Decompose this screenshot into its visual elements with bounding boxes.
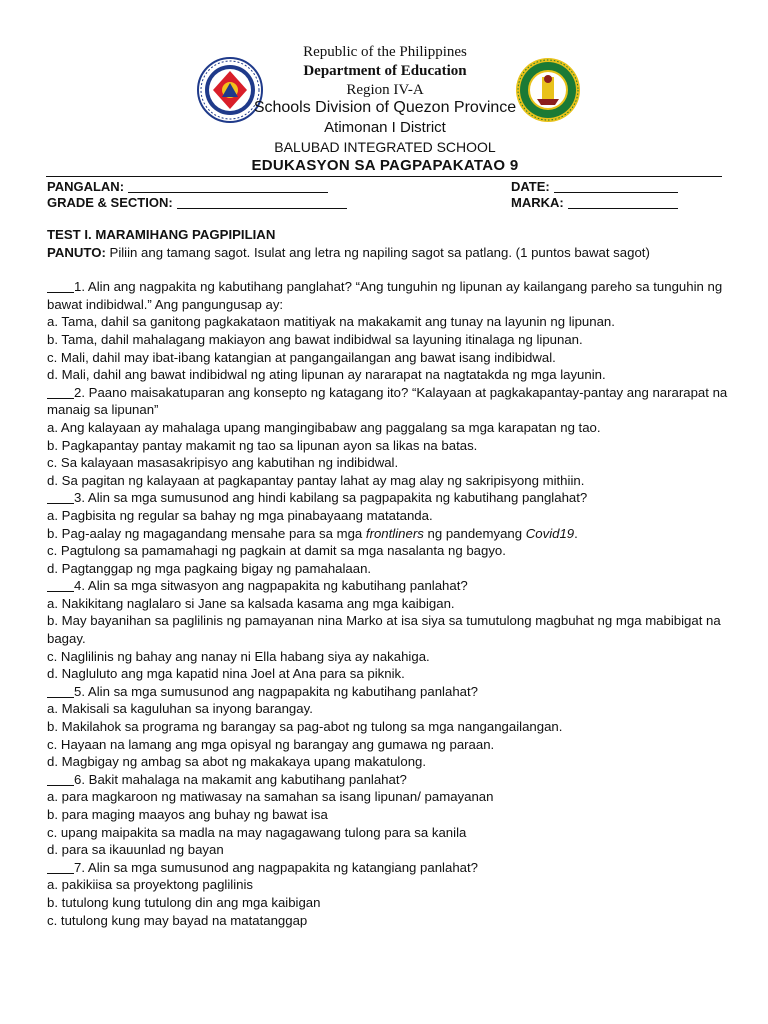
option: c. Mali, dahil may ibat-ibang katangian at pangangailangan ang bawat isang indibidwal. bbox=[47, 349, 556, 365]
question-2 bbox=[47, 384, 737, 490]
panuto-label: PANUTO: bbox=[47, 244, 106, 260]
grade-section-label: GRADE & SECTION: bbox=[47, 195, 173, 210]
question-4 bbox=[47, 577, 737, 683]
question-7 bbox=[47, 859, 737, 929]
name-field[interactable] bbox=[47, 179, 328, 194]
grade-section-blank[interactable] bbox=[177, 196, 347, 209]
question-6 bbox=[47, 771, 737, 859]
grade-section-field[interactable] bbox=[47, 195, 347, 210]
header-divider bbox=[46, 176, 722, 177]
answer-blank[interactable] bbox=[47, 685, 74, 698]
date-field[interactable] bbox=[511, 179, 678, 194]
option: a. Makisali sa kaguluhan sa inyong barangay. bbox=[47, 701, 313, 717]
score-field[interactable] bbox=[511, 195, 678, 210]
header-department: Department of Education bbox=[303, 63, 467, 79]
name-label: PANGALAN: bbox=[47, 179, 125, 194]
option: c. tutulong kung may bayad na matatanggap bbox=[47, 912, 308, 928]
question-text: 2. Paano maisakatuparan ang konsepto ng katagang ito? “Kalayaan at pagkakapantay-pantay ang nararapat na manaig sa lipunan” bbox=[47, 384, 728, 418]
option-italic-text: Covid19 bbox=[525, 525, 575, 541]
question-1 bbox=[47, 278, 737, 384]
header-district: Atimonan I District bbox=[324, 119, 446, 136]
answer-blank[interactable] bbox=[47, 579, 74, 592]
panuto bbox=[47, 244, 737, 262]
option: c. Hayaan na lamang ang mga opisyal ng barangay ang gumawa ng paraan. bbox=[47, 736, 495, 752]
answer-blank[interactable] bbox=[47, 861, 74, 874]
name-blank[interactable] bbox=[128, 180, 328, 193]
option-text: ng pandemyang bbox=[423, 525, 526, 541]
option-b bbox=[47, 525, 737, 543]
answer-blank[interactable] bbox=[47, 491, 74, 504]
test-title: TEST I. MARAMIHANG PAGPIPILIAN bbox=[47, 227, 276, 242]
question-text: 3. Alin sa mga sumusunod ang hindi kabilang sa pagpapakita ng kabutihang panglahat? bbox=[74, 490, 588, 506]
question-text: 1. Alin ang nagpakita ng kabutihang panglahat? “Ang tunguhin ng lipunan ay kailangang pareho sa tunguhin ng bawat indibidwal.” Ang pangungusap ay: bbox=[47, 279, 723, 312]
option-italic-text: frontliners bbox=[365, 525, 424, 541]
date-label: DATE: bbox=[511, 179, 550, 194]
option: b. para maging maayos ang buhay ng bawat isa bbox=[47, 807, 328, 822]
option: c. upang maipakita sa madla na may nagagawang tulong para sa kanila bbox=[47, 824, 467, 840]
option: b. Tama, dahil mahalagang makiayon ang bawat indibidwal sa layuning itinalaga ng lipunan. bbox=[47, 331, 583, 347]
option: b. Pagkapantay pantay makamit ng tao sa lipunan ayon sa likas na batas. bbox=[47, 437, 478, 453]
answer-blank[interactable] bbox=[47, 386, 74, 399]
option: a. para magkaroon ng matiwasay na samahan sa isang lipunan/ pamayanan bbox=[47, 789, 494, 805]
score-label: MARKA: bbox=[511, 195, 564, 210]
panuto-text: Piliin ang tamang sagot. Isulat ang letra ng napiling sagot sa patlang. (1 puntos bawat sagot) bbox=[105, 244, 650, 260]
answer-blank[interactable] bbox=[47, 773, 74, 786]
option-text: b. Pag-aalay ng magagandang mensahe para sa mga bbox=[47, 525, 366, 541]
option: a. pakikiisa sa proyektong paglilinis bbox=[47, 877, 253, 893]
answer-blank[interactable] bbox=[47, 280, 74, 293]
test-body bbox=[47, 226, 737, 929]
score-blank[interactable] bbox=[568, 196, 678, 209]
question-5 bbox=[47, 683, 737, 771]
question-text: 6. Bakit mahalaga na makamit ang kabutihang panlahat? bbox=[74, 771, 407, 787]
option: d. Mali, dahil ang bawat indibidwal ng ating lipunan ay nararapat na nagtatakda ng mga layunin. bbox=[47, 367, 606, 383]
option: a. Pagbisita ng regular sa bahay ng mga pinabayaang matatanda. bbox=[47, 507, 433, 523]
header-division: Schools Division of Quezon Province bbox=[253, 99, 517, 116]
question-3 bbox=[47, 489, 737, 577]
option: d. Nagluluto ang mga kapatid nina Joel at Ana para sa piknik. bbox=[47, 666, 405, 682]
option: a. Tama, dahil sa ganitong pagkakataon matitiyak na makakamit ang tunay na layunin ng lipunan. bbox=[47, 314, 615, 330]
question-text: 7. Alin sa mga sumusunod ang nagpapakita ng katangiang panlahat? bbox=[74, 859, 478, 875]
question-text: 5. Alin sa mga sumusunod ang nagpapakita ng kabutihang panlahat? bbox=[74, 683, 478, 699]
option-text: . bbox=[574, 525, 578, 541]
header-region: Region IV-A bbox=[346, 82, 424, 98]
option: b. Makilahok sa programa ng barangay sa pag-abot ng tulong sa mga nangangailangan. bbox=[47, 719, 563, 735]
option: d. para sa ikauunlad ng bayan bbox=[47, 842, 224, 858]
header-school: BALUBAD INTEGRATED SCHOOL bbox=[274, 139, 496, 155]
header-subject: EDUKASYON SA PAGPAPAKATAO 9 bbox=[251, 157, 519, 174]
option: a. Ang kalayaan ay mahalaga upang mangingibabaw ang paggalang sa mga karapatan ng tao. bbox=[47, 419, 601, 435]
option: a. Nakikitang naglalaro si Jane sa kalsada kasama ang mga kaibigan. bbox=[47, 595, 455, 611]
date-blank[interactable] bbox=[554, 180, 678, 193]
option: d. Sa pagitan ng kalayaan at pagkapantay pantay lahat ay mag alay ng sakripisyong mithiin. bbox=[47, 472, 585, 488]
option: d. Pagtanggap ng mga pagkaing bigay ng pamahalaan. bbox=[47, 560, 372, 576]
question-text: 4. Alin sa mga sitwasyon ang nagpapakita ng kabutihang panlahat? bbox=[74, 578, 468, 594]
option: d. Magbigay ng ambag sa abot ng makakaya upang makatulong. bbox=[47, 754, 427, 770]
option: b. tutulong kung tutulong din ang mga kaibigan bbox=[47, 894, 321, 910]
option: c. Sa kalayaan masasakripisyo ang kabutihan ng indibidwal. bbox=[47, 455, 399, 471]
header-republic: Republic of the Philippines bbox=[303, 44, 467, 60]
option: c. Naglilinis ng bahay ang nanay ni Ella habang siya ay nakahiga. bbox=[47, 648, 430, 664]
option: b. May bayanihan sa paglilinis ng pamayanan nina Marko at isa siya sa tumutulong magbuhat ng mga mabibigat na bagay. bbox=[47, 613, 721, 647]
option: c. Pagtulong sa pamamahagi ng pagkain at damit sa mga nasalanta ng bagyo. bbox=[47, 543, 506, 559]
